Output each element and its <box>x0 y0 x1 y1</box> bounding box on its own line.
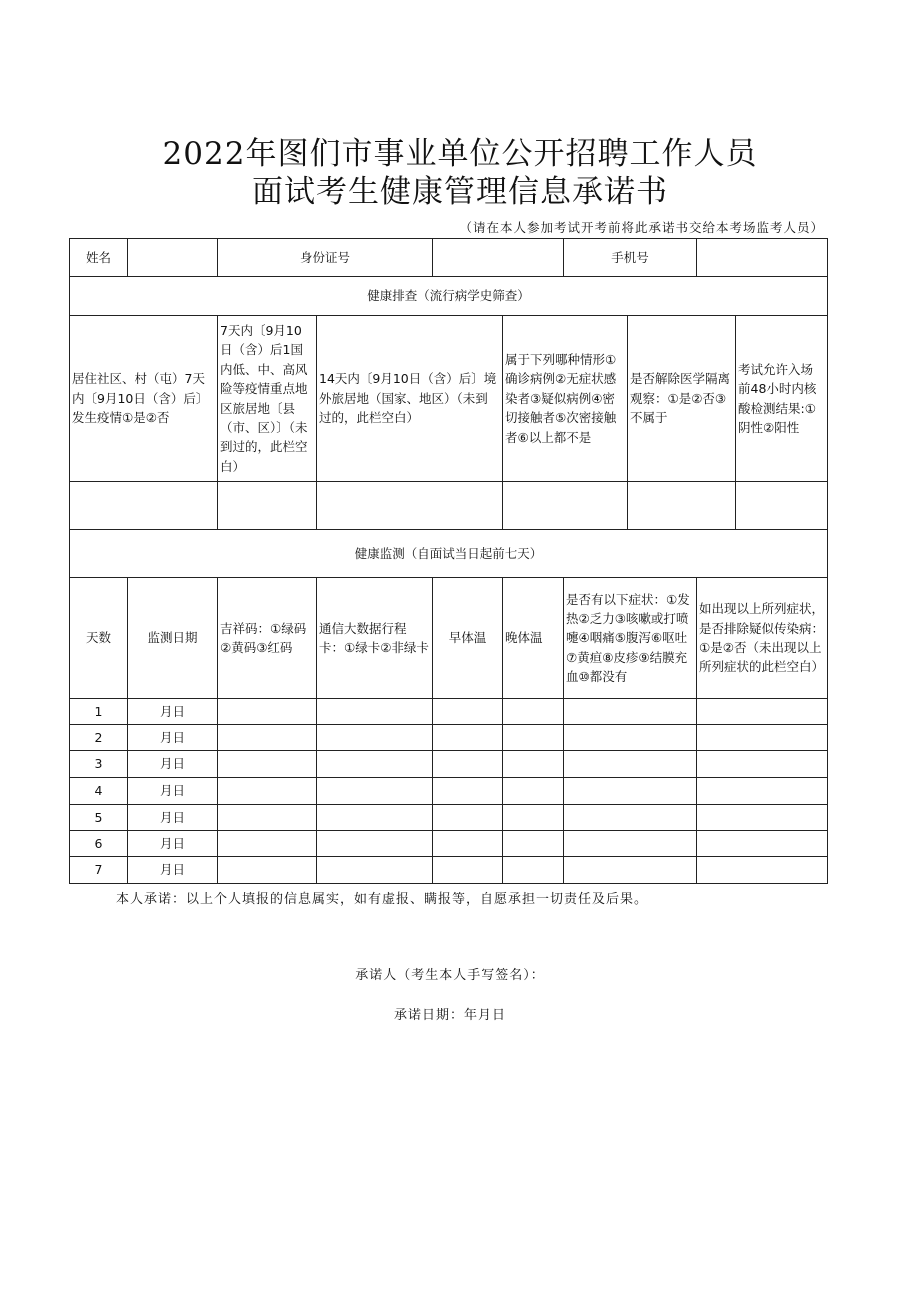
monitoring-row <box>70 699 828 725</box>
evening-temp-cell[interactable] <box>503 805 564 831</box>
col-day: 天数 <box>70 578 128 699</box>
submission-note: （请在本人参加考试开考前将此承诺书交给本考场监考人员） <box>459 220 824 235</box>
monitor-date[interactable]: 月日 <box>128 778 218 805</box>
monitor-date[interactable]: 月日 <box>128 857 218 884</box>
day-number: 2 <box>70 725 128 751</box>
exclude-cell[interactable] <box>697 831 828 857</box>
jixiang-code-cell[interactable] <box>218 778 317 805</box>
exclude-cell[interactable] <box>697 699 828 725</box>
travel-card-cell[interactable] <box>317 725 433 751</box>
exclude-cell[interactable] <box>697 751 828 778</box>
symptoms-cell[interactable] <box>564 699 697 725</box>
id-field[interactable] <box>433 239 564 277</box>
name-label: 姓名 <box>70 239 128 277</box>
evening-temp-cell[interactable] <box>503 725 564 751</box>
exclude-cell[interactable] <box>697 778 828 805</box>
screening-answer-overseas-travel[interactable] <box>317 482 503 530</box>
travel-card-cell[interactable] <box>317 699 433 725</box>
col-symptoms: 是否有以下症状：①发热②乏力③咳嗽或打喷嚏④咽痛⑤腹泻⑥呕吐⑦黄疸⑧皮疹⑨结膜充血⑩都没有 <box>564 578 697 699</box>
promise-date-line: 承诺日期：年月日 <box>393 1008 506 1023</box>
day-number: 5 <box>70 805 128 831</box>
jixiang-code-cell[interactable] <box>218 699 317 725</box>
monitor-date[interactable]: 月日 <box>128 805 218 831</box>
travel-card-cell[interactable] <box>317 778 433 805</box>
col-morning-temp: 早体温 <box>433 578 503 699</box>
screening-header-row <box>70 277 828 316</box>
monitoring-row <box>70 778 828 805</box>
exclude-cell[interactable] <box>697 805 828 831</box>
day-number: 6 <box>70 831 128 857</box>
day-number: 1 <box>70 699 128 725</box>
screening-answer-quarantine[interactable] <box>628 482 736 530</box>
exclude-cell[interactable] <box>697 725 828 751</box>
name-field[interactable] <box>128 239 218 277</box>
id-label: 身份证号 <box>218 239 433 277</box>
evening-temp-cell[interactable] <box>503 857 564 884</box>
screening-q-case-type: 属于下列哪种情形①确诊病例②无症状感染者③疑似病例④密切接触者⑤次密接触者⑥以上都不是 <box>503 316 628 482</box>
morning-temp-cell[interactable] <box>433 831 503 857</box>
col-exclude-infection: 如出现以上所列症状，是否排除疑似传染病：①是②否（未出现以上所列症状的此栏空白） <box>697 578 828 699</box>
monitor-date[interactable]: 月日 <box>128 831 218 857</box>
evening-temp-cell[interactable] <box>503 831 564 857</box>
monitor-date[interactable]: 月日 <box>128 751 218 778</box>
day-number: 7 <box>70 857 128 884</box>
evening-temp-cell[interactable] <box>503 751 564 778</box>
screening-q-community: 居住社区、村（屯）7天内〔9月10日（含）后〕发生疫情①是②否 <box>70 316 218 482</box>
health-form-table <box>69 238 828 884</box>
monitoring-columns-row <box>70 578 828 699</box>
travel-card-cell[interactable] <box>317 857 433 884</box>
phone-label: 手机号 <box>564 239 697 277</box>
travel-card-cell[interactable] <box>317 831 433 857</box>
symptoms-cell[interactable] <box>564 805 697 831</box>
travel-card-cell[interactable] <box>317 751 433 778</box>
screening-answer-nucleic-test[interactable] <box>736 482 828 530</box>
symptoms-cell[interactable] <box>564 857 697 884</box>
screening-questions-row <box>70 316 828 482</box>
exclude-cell[interactable] <box>697 857 828 884</box>
jixiang-code-cell[interactable] <box>218 857 317 884</box>
morning-temp-cell[interactable] <box>433 805 503 831</box>
document-title-line1: 2022年图们市事业单位公开招聘工作人员 <box>162 136 758 172</box>
screening-answer-case-type[interactable] <box>503 482 628 530</box>
monitoring-row <box>70 831 828 857</box>
col-date: 监测日期 <box>128 578 218 699</box>
symptoms-cell[interactable] <box>564 831 697 857</box>
jixiang-code-cell[interactable] <box>218 725 317 751</box>
screening-answer-domestic-travel[interactable] <box>218 482 317 530</box>
monitoring-header: 健康监测（自面试当日起前七天） <box>70 530 828 578</box>
morning-temp-cell[interactable] <box>433 857 503 884</box>
monitoring-header-row <box>70 530 828 578</box>
monitoring-row <box>70 805 828 831</box>
info-row <box>70 239 828 277</box>
promise-statement: 本人承诺：以上个人填报的信息属实，如有虚报、瞒报等，自愿承担一切责任及后果。 <box>116 892 649 907</box>
jixiang-code-cell[interactable] <box>218 831 317 857</box>
morning-temp-cell[interactable] <box>433 751 503 778</box>
monitoring-row <box>70 751 828 778</box>
col-travel-card: 通信大数据行程卡：①绿卡②非绿卡 <box>317 578 433 699</box>
day-number: 3 <box>70 751 128 778</box>
morning-temp-cell[interactable] <box>433 699 503 725</box>
screening-q-quarantine: 是否解除医学隔离观察：①是②否③不属于 <box>628 316 736 482</box>
col-jixiang-code: 吉祥码：①绿码②黄码③红码 <box>218 578 317 699</box>
signer-line: 承诺人（考生本人手写签名）： <box>355 968 545 983</box>
symptoms-cell[interactable] <box>564 751 697 778</box>
monitoring-row <box>70 857 828 884</box>
screening-q-overseas-travel: 14天内〔9月10日（含）后〕境外旅居地（国家、地区）（未到过的，此栏空白） <box>317 316 503 482</box>
morning-temp-cell[interactable] <box>433 725 503 751</box>
screening-q-domestic-travel: 7天内〔9月10日（含）后1国内低、中、高风险等疫情重点地区旅居地〔县（市、区）〕（未到过的，此栏空白） <box>218 316 317 482</box>
evening-temp-cell[interactable] <box>503 778 564 805</box>
monitoring-row <box>70 725 828 751</box>
morning-temp-cell[interactable] <box>433 778 503 805</box>
col-evening-temp: 晚体温 <box>503 578 564 699</box>
evening-temp-cell[interactable] <box>503 699 564 725</box>
screening-answer-community[interactable] <box>70 482 218 530</box>
symptoms-cell[interactable] <box>564 725 697 751</box>
jixiang-code-cell[interactable] <box>218 805 317 831</box>
day-number: 4 <box>70 778 128 805</box>
jixiang-code-cell[interactable] <box>218 751 317 778</box>
travel-card-cell[interactable] <box>317 805 433 831</box>
monitor-date[interactable]: 月日 <box>128 725 218 751</box>
symptoms-cell[interactable] <box>564 778 697 805</box>
screening-header: 健康排查（流行病学史筛查） <box>70 277 828 316</box>
monitor-date[interactable]: 月日 <box>128 699 218 725</box>
screening-answers-row <box>70 482 828 530</box>
phone-field[interactable] <box>697 239 828 277</box>
screening-q-nucleic-test: 考试允许入场前48小时内核酸检测结果:①阴性②阳性 <box>736 316 828 482</box>
document-title-line2: 面试考生健康管理信息承诺书 <box>252 174 668 210</box>
